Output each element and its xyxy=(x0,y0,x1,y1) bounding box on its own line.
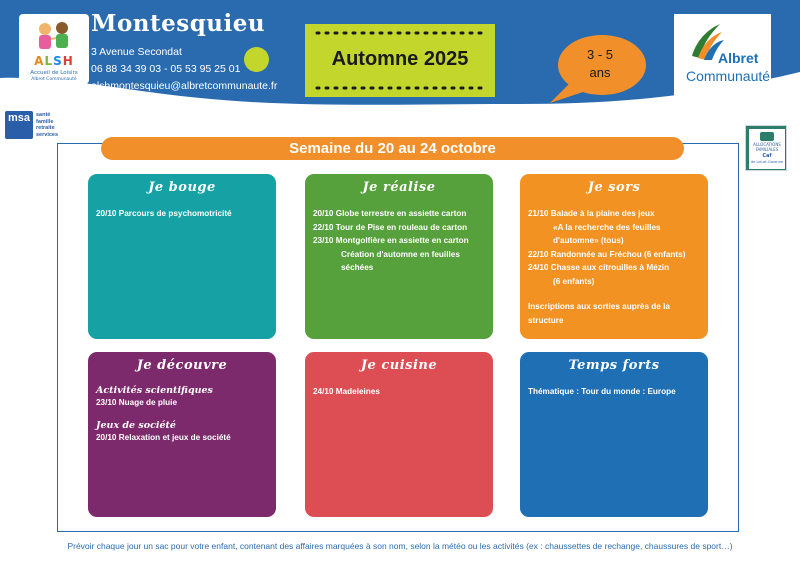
activity-line: 23/10 Montgolfière en assiette en carton xyxy=(313,236,469,245)
msa-logo xyxy=(5,111,75,139)
card-je-bouge xyxy=(88,174,276,339)
season-title: Automne 2025 xyxy=(331,48,469,70)
address: 3 Avenue Secondat xyxy=(91,46,182,58)
activity-line: 22/10 Randonnée au Fréchou (6 enfants) xyxy=(528,249,686,259)
activity-line: 20/10 Parcours de psychomotricité xyxy=(96,209,232,218)
activity-line: 24/10 Madeleines xyxy=(313,387,380,396)
activity-line: 22/10 Tour de Pise en rouleau de carton xyxy=(313,222,468,232)
activity-line: 20/10 Relaxation et jeux de société xyxy=(96,432,231,442)
organization-name: Montesquieu xyxy=(91,10,266,37)
card-title: Je cuisine xyxy=(360,358,438,373)
registration-note: structure xyxy=(528,315,564,325)
email-address[interactable]: alshmontesquieu@albretcommunaute.fr xyxy=(91,80,278,92)
dotted-border-bottom xyxy=(315,85,485,91)
age-range: 3 - 5 ans xyxy=(586,47,613,80)
albret-subtitle: Communauté xyxy=(686,68,771,84)
alsh-subtitle: Accueil de Loisirs xyxy=(30,70,78,76)
alsh-logo xyxy=(19,14,89,84)
card-title: Je bouge xyxy=(148,180,216,195)
card-temps-forts xyxy=(520,352,708,517)
phone-numbers: 06 88 34 39 03 - 05 53 95 25 01 xyxy=(91,63,241,75)
activity-line: 21/10 Balade à la plaine des jeux xyxy=(528,209,655,218)
card-subheading: Jeux de société xyxy=(96,419,176,431)
msa-box: msa xyxy=(5,111,33,139)
card-title: Je sors xyxy=(587,180,641,195)
card-title: Je découvre xyxy=(136,358,228,373)
caf-line-1: ALLOCATIONS FAMILIALES xyxy=(753,142,781,152)
activity-line: 23/10 Nuage de pluie xyxy=(96,398,177,407)
albret-communaute-logo xyxy=(674,14,771,96)
caf-logo xyxy=(745,125,787,171)
caf-line-3: de Lot-et-Garonne xyxy=(750,160,784,164)
registration-note: Inscriptions aux sorties auprès de la xyxy=(528,302,670,311)
activity-line: 24/10 Chasse aux citrouilles à Mézin xyxy=(528,263,670,272)
week-label: Semaine du 20 au 24 octobre xyxy=(101,137,684,160)
dotted-border-top xyxy=(315,30,485,36)
activity-line: (6 enfants) xyxy=(553,276,595,286)
activity-line: séchées xyxy=(341,263,374,272)
card-je-sors xyxy=(520,174,708,339)
card-subheading: Activités scientifiques xyxy=(96,385,213,396)
activity-line: «A la recherche des feuilles xyxy=(553,222,661,232)
card-je-decouvre xyxy=(88,352,276,517)
caf-line-2: Caf xyxy=(762,153,772,159)
alsh-wordmark: ALSH xyxy=(34,54,74,68)
footer-note: Prévoir chaque jour un sac pour votre enfant, contenant des affaires marquées à son nom, selon la météo ou les activités (ex : chaussettes de rechange, chaussures de sport…) xyxy=(67,541,733,551)
alsh-subtitle-2: Albret Communauté xyxy=(31,77,77,82)
activity-line: Thématique : Tour du monde : Europe xyxy=(528,387,676,396)
card-je-cuisine xyxy=(305,352,493,517)
children-illustration-icon xyxy=(31,20,77,56)
msa-words: santé famille retraite services xyxy=(36,112,59,138)
decorative-circle xyxy=(244,47,269,72)
activity-line: Création d'automne en feuilles xyxy=(341,249,460,259)
card-title: Temps forts xyxy=(568,358,660,373)
card-title: Je réalise xyxy=(362,180,436,195)
activity-line: d'automne» (tous) xyxy=(553,236,624,245)
season-banner xyxy=(305,24,495,97)
card-je-realise xyxy=(305,174,493,339)
caf-seal-icon xyxy=(760,132,774,141)
albret-name: Albret xyxy=(718,50,759,66)
activity-line: 20/10 Globe terrestre en assiette carton xyxy=(313,209,467,218)
